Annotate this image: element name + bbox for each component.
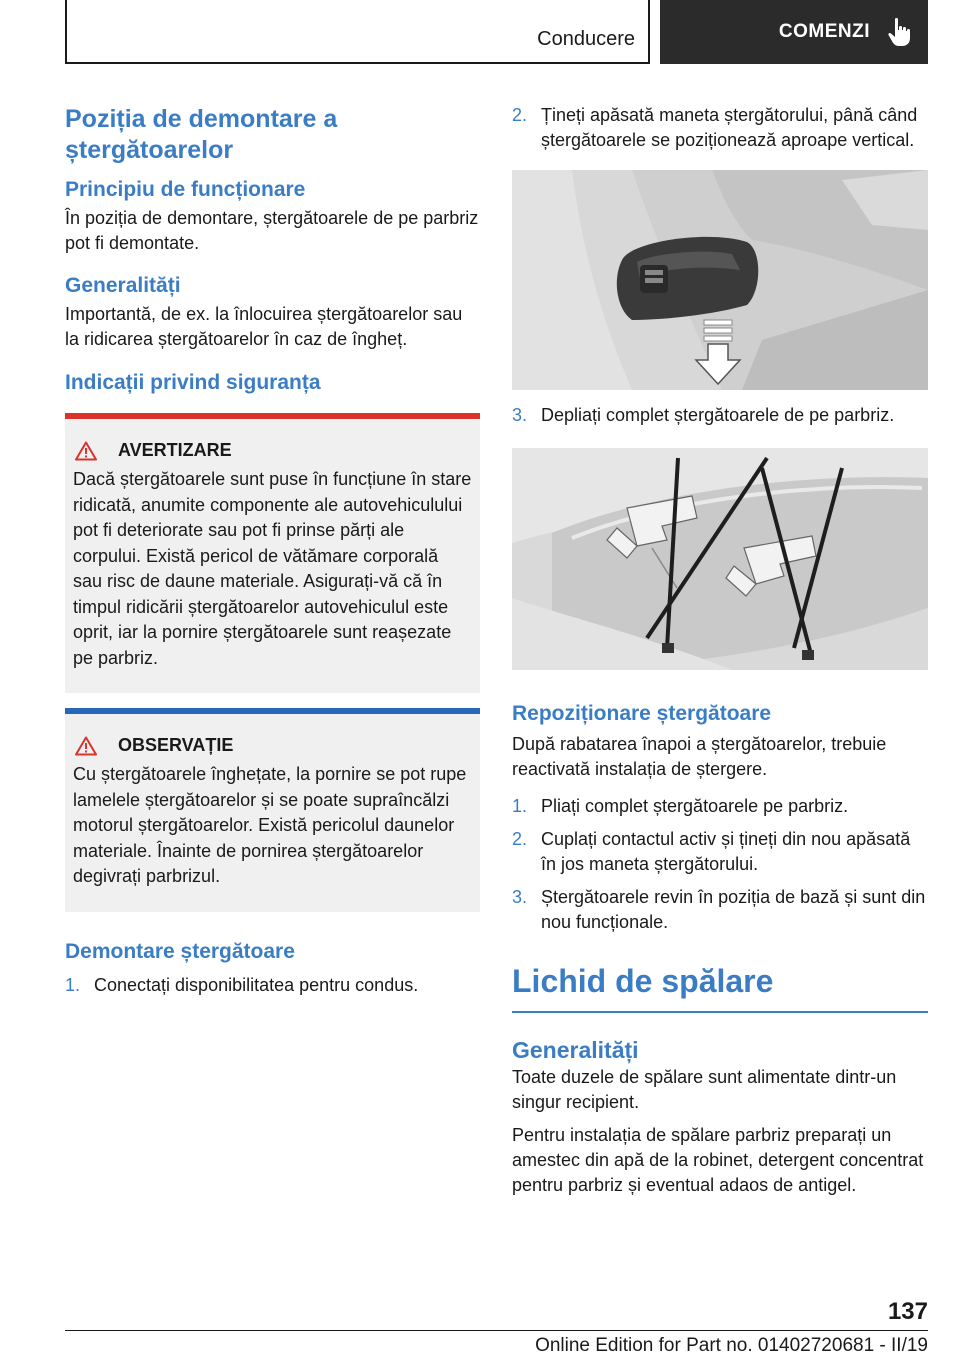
lichid-rule [512, 1011, 928, 1013]
windshield-wipers-illustration [512, 448, 928, 670]
warning-triangle-icon [75, 441, 97, 461]
pointing-hand-icon [886, 17, 912, 47]
header-left-border [65, 0, 67, 64]
list-item [512, 403, 928, 428]
header-right-border [648, 0, 650, 64]
header-rule [65, 62, 650, 64]
comenzi-tab-label: COMENZI [778, 21, 870, 42]
step-number: 1. [65, 974, 81, 995]
windshield-wipers-drawing [512, 448, 928, 670]
step-text: Cuplați contactul activ și țineți din nou apăsată în jos maneta ștergătorului. [541, 829, 911, 874]
step-number: 2. [512, 105, 528, 125]
notice-title: OBSERVAȚIE [118, 735, 234, 755]
step-number: 2. [512, 829, 528, 849]
step-text: Ștergătoarele revin în poziția de bază și sunt din nou funcționale. [541, 887, 926, 932]
list-item [512, 794, 928, 819]
generalitati-text: Importantă, de ex. la înlocuirea ștergătoarelor sau la ridicarea ștergătoarelor în caz de îngheț. [65, 304, 463, 349]
step-text: Depliați complet ștergătoarele de pe parbriz. [541, 405, 895, 425]
principiu-heading: Principiu de funcționare [65, 178, 306, 201]
generalitati-heading: Generalități [65, 274, 181, 297]
page-number: 137 [887, 1298, 928, 1325]
right-column [512, 100, 928, 1198]
header-section-title: Conducere [537, 28, 635, 50]
wiper-stalk-drawing [512, 170, 928, 390]
step-text: Conectați disponibilitatea pentru condus. [94, 974, 419, 995]
step-text: Pliați complet ștergătoarele pe parbriz. [541, 796, 849, 816]
siguranta-heading: Indicații privind siguranța [65, 371, 321, 394]
notice-text: Cu ștergătoarele înghețate, la pornire se pot rupe lamelele ștergătoarelor și se poate supraîncălzi motorul ștergătoarelor. Există pericolul daunelor materiale. Înainte de pornirea ștergătoarelor degivrați parbrizul. [73, 764, 467, 886]
comenzi-tab-button[interactable] [660, 0, 928, 64]
step-number: 3. [512, 405, 528, 425]
list-item [512, 885, 928, 935]
section-title: Poziția de demontare a ștergătoarelor [65, 105, 338, 164]
lichid-generalitati-heading: Generalități [512, 1037, 639, 1063]
lichid-text-1: Toate duzele de spălare sunt alimentate dintr-un singur recipient. [512, 1067, 897, 1112]
lichid-text-2: Pentru instalația de spălare parbriz preparați un amestec din apă de la robinet, detergent concentrat pentru parbriz și eventual adaos de antigel. [512, 1125, 924, 1195]
warning-title: AVERTIZARE [118, 440, 232, 460]
warning-title-row [65, 419, 480, 461]
step-number: 3. [512, 887, 528, 907]
notice-box [65, 708, 480, 912]
step-text: Țineți apăsată maneta ștergătorului, până când ștergătoarele se poziționează aproape vertical. [541, 105, 918, 150]
repozitionare-heading: Repoziționare ștergătoare [512, 702, 772, 725]
list-item [512, 103, 928, 153]
list-item [512, 827, 928, 877]
demontare-heading: Demontare ștergătoare [65, 939, 295, 963]
wiper-stalk-illustration [512, 170, 928, 390]
warning-text: Dacă ștergătoarele sunt puse în funcțiune în stare ridicată, anumite componente ale autovehiculului pot fi deteriorate sau pot fi prinse părți ale corpului. Există pericol de vătămare corporală sau risc de daune materiale. Asigurați-vă că în timpul ridicării ștergătoarelor autovehiculul este oprit, iar la pornire ștergătoarele sunt reașezate pe parbriz. [73, 469, 472, 668]
principiu-text: În poziția de demontare, ștergătoarele de pe parbriz pot fi demontate. [65, 208, 479, 253]
footer-rule [65, 1330, 928, 1331]
lichid-heading: Lichid de spălare [512, 963, 774, 999]
warning-triangle-icon [75, 736, 97, 756]
list-item [65, 973, 480, 998]
warning-box [65, 413, 480, 693]
repozitionare-text: După rabatarea înapoi a ștergătoarelor, trebuie reactivată instalația de ștergere. [512, 734, 887, 779]
step-number: 1. [512, 796, 528, 816]
left-column [65, 100, 480, 998]
footer-edition: Online Edition for Part no. 01402720681 - II/19 [535, 1335, 928, 1356]
notice-title-row [65, 714, 480, 756]
